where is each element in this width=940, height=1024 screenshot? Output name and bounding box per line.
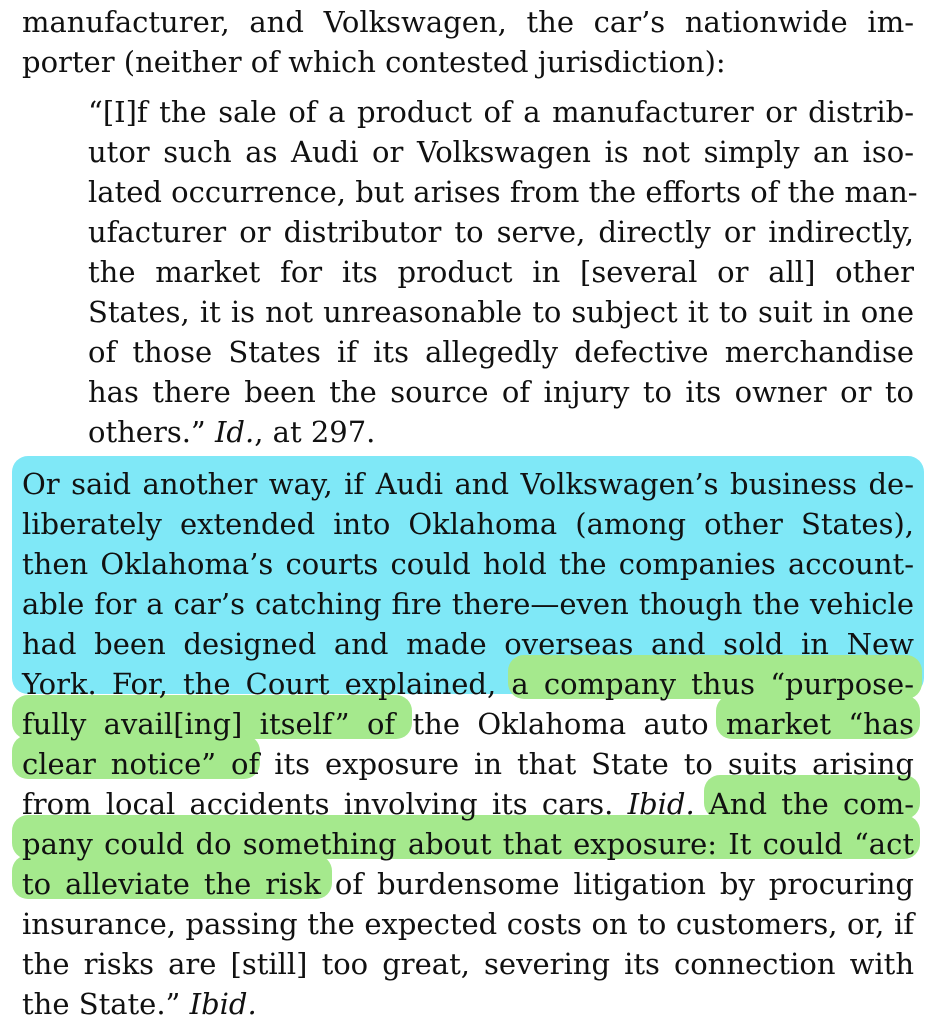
paragraph-line: the State.” Ibid.	[22, 987, 257, 1021]
quote-line: has there been the source of injury to its owner or to	[88, 375, 914, 409]
paragraph-line: able for a car’s catching fire there—even though the vehicle	[22, 587, 914, 621]
quote-line: “[I]f the sale of a product of a manufacturer or distrib-	[88, 95, 914, 129]
paragraph-line: the risks are [still] too great, severing its connection with	[22, 947, 914, 981]
paragraph-line: had been designed and made overseas and sold in New	[22, 627, 914, 661]
quote-line: lated occurrence, but arises from the efforts of the man-	[88, 175, 918, 209]
quote-line: of those States if its allegedly defective merchandise	[88, 335, 914, 369]
citation-id: Id.	[214, 415, 255, 449]
paragraph-line: York. For, the Court explained, a company thus “purpose-	[22, 667, 915, 701]
paragraph-line: liberately extended into Oklahoma (among other States),	[22, 507, 914, 541]
citation-ibid: Ibid.	[189, 987, 257, 1021]
citation-ibid: Ibid.	[627, 787, 695, 821]
paragraph-line: insurance, passing the expected costs on to customers, or, if	[22, 907, 914, 941]
paragraph-line: manufacturer, and Volkswagen, the car’s nationwide im-	[22, 5, 914, 39]
paragraph-line: fully avail[ing] itself” of the Oklahoma auto market “has	[22, 707, 914, 741]
paragraph-line: clear notice” of its exposure in that State to suits arising	[22, 747, 914, 781]
paragraph-line: porter (neither of which contested jurisdiction):	[22, 45, 726, 79]
quote-line: States, it is not unreasonable to subject it to suit in one	[88, 295, 914, 329]
paragraph-line: to alleviate the risk of burdensome litigation by procuring	[22, 867, 914, 901]
paragraph-line: from local accidents involving its cars. Ibid. And the com-	[22, 787, 915, 821]
quote-line: utor such as Audi or Volkswagen is not simply an iso-	[88, 135, 914, 169]
paragraph-line: Or said another way, if Audi and Volkswagen’s business de-	[22, 467, 914, 501]
paragraph-line: pany could do something about that exposure: It could “act	[22, 827, 914, 861]
paragraph-line: then Oklahoma’s courts could hold the companies account-	[22, 547, 914, 581]
quote-line: ufacturer or distributor to serve, directly or indirectly,	[88, 215, 914, 249]
quote-line: the market for its product in [several or all] other	[88, 255, 914, 289]
quote-line: others.” Id., at 297.	[88, 415, 376, 449]
